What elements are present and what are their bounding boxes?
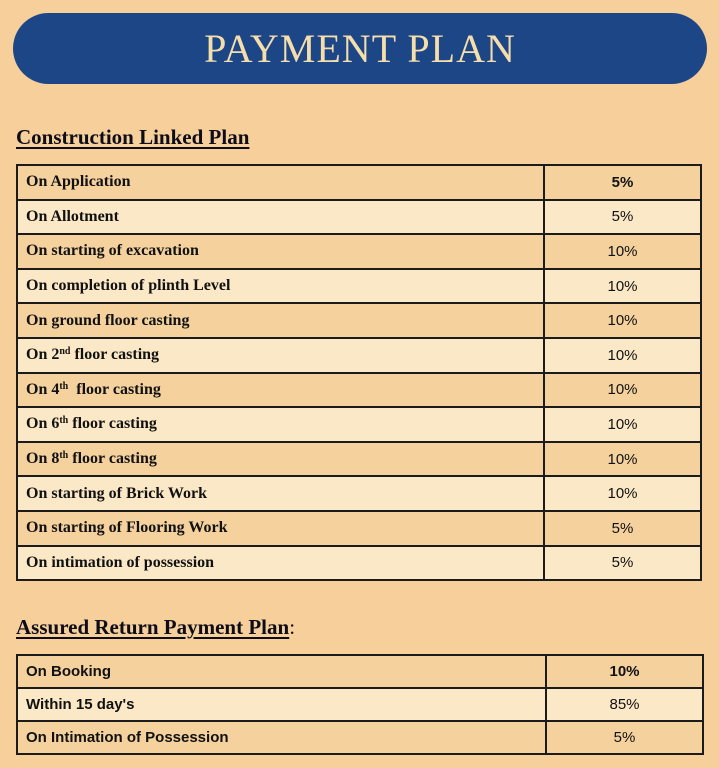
table-row [17,721,703,754]
row-label: On Intimation of Possession [17,721,546,754]
row-label-post: floor casting [68,450,157,468]
table-row [17,655,703,688]
row-label: On Application [17,165,544,200]
row-value: 10% [544,407,701,442]
row-label-post: floor casting [68,415,157,433]
row-value: 10% [544,338,701,373]
row-label-pre: On 8 [26,450,60,468]
row-label [17,373,544,408]
table-row [17,269,701,304]
row-label [17,338,544,373]
row-value: 5% [546,721,703,754]
assured-return-plan-heading [16,615,295,640]
ordinal-suffix: th [59,450,69,462]
table-row [17,476,701,511]
construction-linked-plan-heading-text: Construction Linked Plan [16,125,250,149]
row-value: 10% [546,655,703,688]
row-value: 10% [544,442,701,477]
row-label [17,407,544,442]
row-value: 10% [544,303,701,338]
table-row [17,373,701,408]
table-row [17,688,703,721]
construction-linked-plan-table [16,164,702,581]
heading-colon: : [289,615,296,639]
table-row [17,234,701,269]
row-label-pre: On 2 [26,346,60,364]
row-value: 10% [544,234,701,269]
table-row [17,407,701,442]
row-value: 5% [544,165,701,200]
table-row [17,338,701,373]
row-label: On Booking [17,655,546,688]
table-row [17,546,701,581]
row-value: 85% [546,688,703,721]
row-label: On intimation of possession [17,546,544,581]
row-value: 5% [544,511,701,546]
title-banner [13,13,707,84]
ordinal-suffix: th [59,380,69,392]
ordinal-suffix: th [59,415,69,427]
row-label: Within 15 day's [17,688,546,721]
ordinal-suffix: nd [59,346,71,358]
table-row [17,200,701,235]
row-value: 10% [544,476,701,511]
table-row [17,442,701,477]
row-value: 10% [544,373,701,408]
row-label: On Allotment [17,200,544,235]
table-row [17,511,701,546]
row-label-post: floor casting [70,346,160,364]
row-value: 5% [544,200,701,235]
row-label: On completion of plinth Level [17,269,544,304]
row-label: On starting of Brick Work [17,476,544,511]
row-label-post: floor casting [68,380,161,398]
table-row [17,303,701,338]
page-title: PAYMENT PLAN [204,26,516,71]
assured-return-plan-table [16,654,704,755]
construction-linked-plan-heading [16,125,249,150]
row-label [17,442,544,477]
row-value: 10% [544,269,701,304]
row-value: 5% [544,546,701,581]
row-label: On starting of Flooring Work [17,511,544,546]
assured-return-plan-heading-text: Assured Return Payment Plan [16,615,290,639]
row-label: On ground floor casting [17,303,544,338]
row-label-pre: On 4 [26,380,60,398]
table-row [17,165,701,200]
row-label: On starting of excavation [17,234,544,269]
row-label-pre: On 6 [26,415,60,433]
